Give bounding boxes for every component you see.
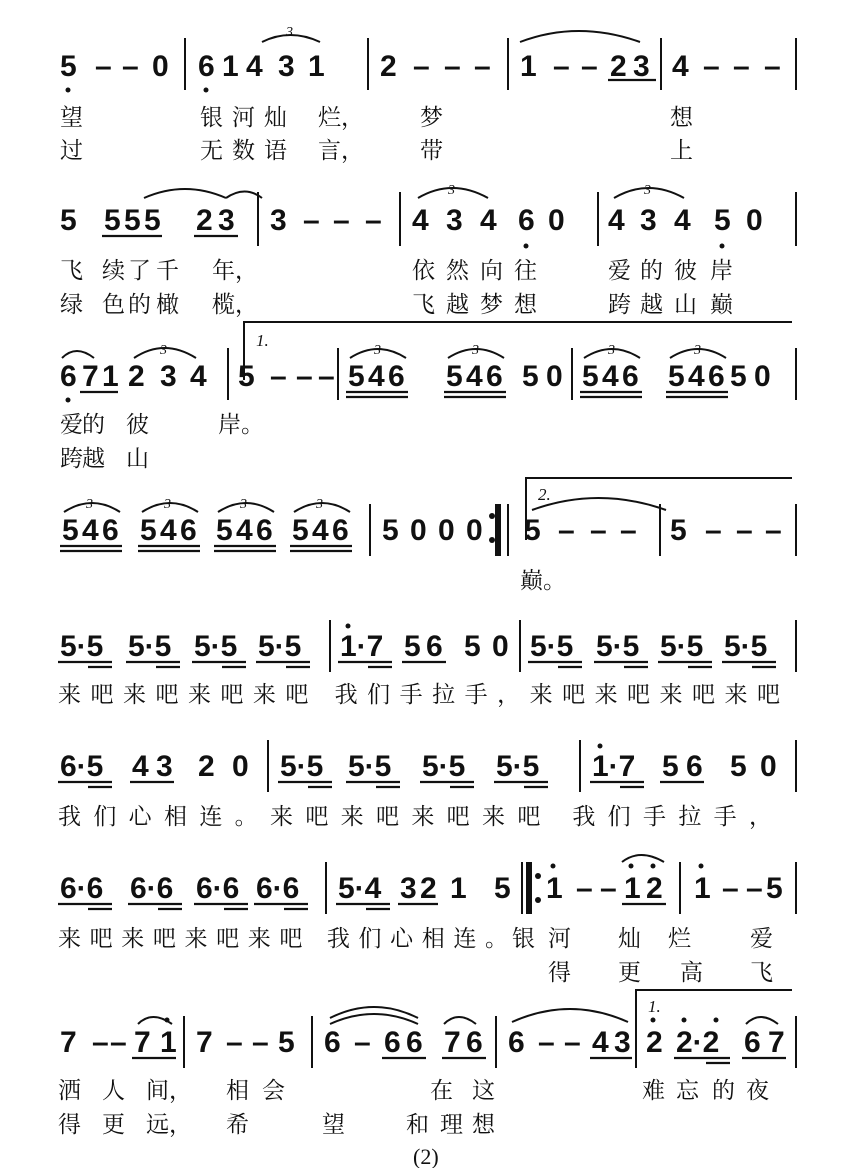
svg-text:数: 数 xyxy=(232,138,255,164)
svg-text:梦: 梦 xyxy=(480,292,503,318)
svg-text:我们心相连。来吧来吧来吧来吧 我们手拉手，: 我们心相连。来吧来吧来吧来吧 我们手拉手， xyxy=(58,804,773,830)
svg-text:1: 1 xyxy=(102,360,119,393)
svg-text:5: 5 xyxy=(404,630,421,663)
svg-text:绿: 绿 xyxy=(60,292,83,318)
svg-text:–: – xyxy=(600,872,617,905)
svg-text:3: 3 xyxy=(218,204,235,237)
svg-text:5: 5 xyxy=(766,872,783,905)
svg-text:得: 得 xyxy=(548,960,571,986)
svg-text:1: 1 xyxy=(222,50,239,83)
svg-text:–: – xyxy=(92,1026,109,1059)
svg-text:5: 5 xyxy=(522,360,539,393)
svg-text:5·5: 5·5 xyxy=(496,750,540,783)
svg-text:5: 5 xyxy=(62,514,79,547)
svg-text:3: 3 xyxy=(374,343,381,358)
svg-text:0: 0 xyxy=(438,514,455,547)
svg-text:5: 5 xyxy=(348,360,365,393)
svg-text:5: 5 xyxy=(582,360,599,393)
svg-text:–: – xyxy=(333,204,350,237)
svg-text:6: 6 xyxy=(324,1026,341,1059)
svg-text:6: 6 xyxy=(198,50,215,83)
svg-text:6: 6 xyxy=(384,1026,401,1059)
svg-text:难: 难 xyxy=(642,1078,665,1104)
svg-text:3: 3 xyxy=(270,204,287,237)
svg-text:4: 4 xyxy=(480,204,497,237)
svg-text:想: 想 xyxy=(472,1112,495,1138)
svg-text:更: 更 xyxy=(618,960,641,986)
svg-text:3: 3 xyxy=(160,343,167,358)
svg-text:3: 3 xyxy=(156,750,173,783)
svg-text:忘: 忘 xyxy=(676,1078,699,1104)
svg-text:6: 6 xyxy=(388,360,405,393)
svg-text:跨: 跨 xyxy=(60,446,83,472)
svg-text:上: 上 xyxy=(670,138,693,164)
svg-text:6: 6 xyxy=(744,1026,761,1059)
svg-text:5: 5 xyxy=(382,514,399,547)
svg-text:–: – xyxy=(474,50,491,83)
svg-text:5·5: 5·5 xyxy=(280,750,324,783)
svg-text:–: – xyxy=(270,360,287,393)
svg-text:0: 0 xyxy=(410,514,427,547)
svg-text:5·5: 5·5 xyxy=(724,630,768,663)
svg-text:–: – xyxy=(110,1026,127,1059)
svg-text:过: 过 xyxy=(60,138,83,164)
svg-text:5: 5 xyxy=(60,50,77,83)
svg-text:河: 河 xyxy=(548,926,571,952)
svg-text:0: 0 xyxy=(232,750,249,783)
svg-text:–: – xyxy=(365,204,382,237)
svg-text:2: 2 xyxy=(610,50,627,83)
system-6 xyxy=(58,740,796,830)
svg-text:5: 5 xyxy=(662,750,679,783)
svg-text:2·2: 2·2 xyxy=(676,1026,720,1059)
svg-text:5: 5 xyxy=(104,204,121,237)
svg-text:1: 1 xyxy=(308,50,325,83)
svg-text:岸: 岸 xyxy=(710,258,733,284)
svg-text:千: 千 xyxy=(156,258,179,284)
svg-text:1·7: 1·7 xyxy=(592,750,636,783)
svg-text:3: 3 xyxy=(286,25,293,40)
svg-text:飞: 飞 xyxy=(412,292,435,318)
svg-text:烂: 烂 xyxy=(668,926,691,952)
svg-text:望: 望 xyxy=(60,105,83,131)
svg-text:6: 6 xyxy=(406,1026,423,1059)
svg-text:–: – xyxy=(296,360,313,393)
svg-text:灿: 灿 xyxy=(618,926,641,952)
svg-text:4: 4 xyxy=(688,360,705,393)
svg-text:依: 依 xyxy=(412,258,435,284)
svg-text:5·5: 5·5 xyxy=(348,750,392,783)
svg-text:5: 5 xyxy=(730,360,747,393)
svg-text:想: 想 xyxy=(670,105,693,131)
svg-text:带: 带 xyxy=(420,138,443,164)
svg-text:5: 5 xyxy=(278,1026,295,1059)
svg-text:–: – xyxy=(581,50,598,83)
svg-text:了: 了 xyxy=(128,258,151,284)
svg-text:–: – xyxy=(705,514,722,547)
svg-text:5·5: 5·5 xyxy=(194,630,238,663)
svg-text:3: 3 xyxy=(448,183,455,198)
svg-text:–: – xyxy=(226,1026,243,1059)
svg-text:–: – xyxy=(122,50,139,83)
svg-text:更: 更 xyxy=(102,1112,125,1138)
svg-text:榄，: 榄， xyxy=(212,292,258,318)
svg-text:飞: 飞 xyxy=(60,258,83,284)
svg-text:无: 无 xyxy=(200,138,223,164)
system-4 xyxy=(60,478,796,594)
svg-text:6: 6 xyxy=(518,204,535,237)
svg-text:5: 5 xyxy=(216,514,233,547)
svg-text:山: 山 xyxy=(126,446,149,472)
svg-text:5·5: 5·5 xyxy=(422,750,466,783)
svg-text:0: 0 xyxy=(548,204,565,237)
svg-text:1: 1 xyxy=(694,872,711,905)
svg-text:的: 的 xyxy=(82,412,105,438)
svg-text:洒: 洒 xyxy=(58,1078,81,1104)
svg-text:–: – xyxy=(95,50,112,83)
svg-text:5: 5 xyxy=(464,630,481,663)
svg-text:1: 1 xyxy=(624,872,641,905)
svg-text:–: – xyxy=(765,514,782,547)
svg-text:3: 3 xyxy=(86,497,93,512)
svg-text:5: 5 xyxy=(494,872,511,905)
svg-text:6: 6 xyxy=(426,630,443,663)
svg-text:3: 3 xyxy=(694,343,701,358)
svg-text:然: 然 xyxy=(446,258,469,284)
svg-text:6: 6 xyxy=(60,360,77,393)
svg-text:7: 7 xyxy=(768,1026,785,1059)
svg-text:6: 6 xyxy=(102,514,119,547)
svg-text:–: – xyxy=(733,50,750,83)
svg-text:2: 2 xyxy=(380,50,397,83)
svg-text:0: 0 xyxy=(152,50,169,83)
svg-text:–: – xyxy=(413,50,430,83)
svg-text:–: – xyxy=(318,360,335,393)
svg-text:6: 6 xyxy=(332,514,349,547)
svg-text:3: 3 xyxy=(400,872,417,905)
volta-1-label: 1. xyxy=(256,331,269,350)
svg-text:相: 相 xyxy=(226,1078,249,1104)
svg-text:6: 6 xyxy=(708,360,725,393)
svg-text:巅。: 巅。 xyxy=(520,568,566,594)
svg-text:3: 3 xyxy=(240,497,247,512)
svg-text:5: 5 xyxy=(144,204,161,237)
svg-text:彼: 彼 xyxy=(126,412,149,438)
svg-text:–: – xyxy=(722,872,739,905)
volta-2-label: 2. xyxy=(538,485,551,504)
svg-text:远，: 远， xyxy=(146,1112,192,1138)
svg-text:越: 越 xyxy=(82,446,105,472)
svg-text:得: 得 xyxy=(58,1112,81,1138)
svg-text:–: – xyxy=(736,514,753,547)
svg-text:2: 2 xyxy=(196,204,213,237)
svg-text:间，: 间， xyxy=(146,1078,192,1104)
svg-text:5·5: 5·5 xyxy=(258,630,302,663)
svg-text:爱: 爱 xyxy=(750,926,773,952)
svg-text:2: 2 xyxy=(198,750,215,783)
svg-text:银: 银 xyxy=(512,926,535,952)
svg-text:5: 5 xyxy=(524,514,541,547)
svg-text:1: 1 xyxy=(450,872,467,905)
svg-text:4: 4 xyxy=(132,750,149,783)
svg-text:0: 0 xyxy=(760,750,777,783)
svg-text:6·6: 6·6 xyxy=(130,872,174,905)
page-number: (2) xyxy=(413,1144,439,1168)
svg-text:飞: 飞 xyxy=(750,960,773,986)
svg-text:5·5: 5·5 xyxy=(596,630,640,663)
svg-text:5: 5 xyxy=(446,360,463,393)
svg-text:3: 3 xyxy=(446,204,463,237)
svg-text:越: 越 xyxy=(446,292,469,318)
svg-text:7: 7 xyxy=(444,1026,461,1059)
svg-text:5: 5 xyxy=(730,750,747,783)
svg-text:3: 3 xyxy=(160,360,177,393)
svg-text:3: 3 xyxy=(472,343,479,358)
svg-text:2: 2 xyxy=(128,360,145,393)
svg-text:3: 3 xyxy=(644,183,651,198)
svg-text:7: 7 xyxy=(60,1026,77,1059)
svg-text:6·6: 6·6 xyxy=(196,872,240,905)
svg-text:在: 在 xyxy=(430,1078,453,1104)
svg-text:橄: 橄 xyxy=(156,292,179,318)
svg-text:4: 4 xyxy=(236,514,253,547)
svg-text:7: 7 xyxy=(82,360,99,393)
svg-text:5·5: 5·5 xyxy=(660,630,704,663)
svg-text:4: 4 xyxy=(82,514,99,547)
svg-text:6: 6 xyxy=(686,750,703,783)
svg-text:4: 4 xyxy=(160,514,177,547)
svg-text:0: 0 xyxy=(492,630,509,663)
svg-text:5: 5 xyxy=(238,360,255,393)
svg-text:6: 6 xyxy=(508,1026,525,1059)
svg-text:6·6: 6·6 xyxy=(256,872,300,905)
svg-text:4: 4 xyxy=(602,360,619,393)
svg-text:灿: 灿 xyxy=(264,105,287,131)
svg-text:越: 越 xyxy=(640,292,663,318)
svg-text:0: 0 xyxy=(546,360,563,393)
svg-text:–: – xyxy=(538,1026,555,1059)
svg-text:–: – xyxy=(558,514,575,547)
svg-text:想: 想 xyxy=(514,292,537,318)
svg-text:4: 4 xyxy=(672,50,689,83)
svg-text:6: 6 xyxy=(466,1026,483,1059)
svg-text:梦: 梦 xyxy=(420,105,443,131)
svg-text:高: 高 xyxy=(680,960,703,986)
svg-text:爱: 爱 xyxy=(60,412,83,438)
svg-text:7: 7 xyxy=(134,1026,151,1059)
svg-text:望: 望 xyxy=(322,1112,345,1138)
system-1 xyxy=(60,25,796,164)
svg-text:4: 4 xyxy=(592,1026,609,1059)
svg-text:6·6: 6·6 xyxy=(60,872,104,905)
svg-text:5: 5 xyxy=(60,204,77,237)
svg-text:山: 山 xyxy=(674,292,697,318)
svg-text:河: 河 xyxy=(232,105,255,131)
svg-text:5: 5 xyxy=(670,514,687,547)
svg-text:3: 3 xyxy=(316,497,323,512)
svg-text:5·5: 5·5 xyxy=(128,630,172,663)
system-2 xyxy=(60,183,796,318)
svg-text:4: 4 xyxy=(412,204,429,237)
svg-text:–: – xyxy=(764,50,781,83)
svg-text:6: 6 xyxy=(180,514,197,547)
svg-text:–: – xyxy=(354,1026,371,1059)
svg-text:会: 会 xyxy=(262,1078,285,1104)
svg-text:言，: 言， xyxy=(318,138,364,164)
svg-text:–: – xyxy=(553,50,570,83)
svg-text:3: 3 xyxy=(640,204,657,237)
svg-text:6: 6 xyxy=(622,360,639,393)
svg-text:希: 希 xyxy=(226,1112,249,1138)
svg-text:4: 4 xyxy=(190,360,207,393)
svg-text:4: 4 xyxy=(368,360,385,393)
svg-text:5·4: 5·4 xyxy=(338,872,382,905)
svg-text:1: 1 xyxy=(546,872,563,905)
svg-text:5: 5 xyxy=(292,514,309,547)
svg-text:–: – xyxy=(564,1026,581,1059)
svg-text:2: 2 xyxy=(420,872,437,905)
svg-text:5: 5 xyxy=(140,514,157,547)
svg-text:和: 和 xyxy=(406,1112,429,1138)
svg-text:的: 的 xyxy=(640,258,663,284)
system-8 xyxy=(58,990,796,1138)
svg-text:3: 3 xyxy=(164,497,171,512)
svg-text:3: 3 xyxy=(608,343,615,358)
svg-text:来吧来吧来吧来吧 我们心相连。: 来吧来吧来吧来吧 我们心相连。 xyxy=(58,926,508,952)
svg-text:0: 0 xyxy=(746,204,763,237)
svg-text:理: 理 xyxy=(440,1112,463,1138)
svg-text:4: 4 xyxy=(466,360,483,393)
svg-text:5·5: 5·5 xyxy=(530,630,574,663)
svg-text:–: – xyxy=(303,204,320,237)
svg-text:的: 的 xyxy=(128,292,151,318)
svg-text:岸。: 岸。 xyxy=(218,412,264,438)
system-7 xyxy=(58,855,796,986)
svg-text:–: – xyxy=(576,872,593,905)
system-5 xyxy=(58,620,796,708)
svg-text:的: 的 xyxy=(712,1078,735,1104)
svg-text:续: 续 xyxy=(102,258,125,284)
svg-text:3: 3 xyxy=(633,50,650,83)
svg-text:–: – xyxy=(590,514,607,547)
svg-text:往: 往 xyxy=(514,258,537,284)
svg-text:5: 5 xyxy=(668,360,685,393)
svg-text:6·5: 6·5 xyxy=(60,750,104,783)
svg-text:1: 1 xyxy=(520,50,537,83)
svg-text:3: 3 xyxy=(278,50,295,83)
svg-text:1: 1 xyxy=(160,1026,177,1059)
svg-text:3: 3 xyxy=(614,1026,631,1059)
svg-text:–: – xyxy=(703,50,720,83)
svg-text:4: 4 xyxy=(246,50,263,83)
svg-text:4: 4 xyxy=(312,514,329,547)
svg-text:6: 6 xyxy=(256,514,273,547)
svg-text:2: 2 xyxy=(646,872,663,905)
svg-text:5: 5 xyxy=(124,204,141,237)
svg-text:0: 0 xyxy=(466,514,483,547)
svg-text:这: 这 xyxy=(472,1078,495,1104)
system-3 xyxy=(60,322,796,472)
svg-text:巅: 巅 xyxy=(710,292,733,318)
volta-1b-label: 1. xyxy=(648,997,661,1016)
svg-text:爱: 爱 xyxy=(608,258,631,284)
svg-text:夜: 夜 xyxy=(746,1078,769,1104)
svg-text:1·7: 1·7 xyxy=(340,630,384,663)
svg-text:语: 语 xyxy=(264,138,287,164)
svg-text:2: 2 xyxy=(646,1026,663,1059)
svg-text:–: – xyxy=(444,50,461,83)
svg-text:年，: 年， xyxy=(212,258,258,284)
svg-text:5·5: 5·5 xyxy=(60,630,104,663)
svg-text:彼: 彼 xyxy=(674,258,697,284)
svg-text:–: – xyxy=(620,514,637,547)
svg-text:来吧来吧来吧来吧 我们手拉手，来吧来吧来吧来吧: 来吧来吧来吧来吧 我们手拉手，来吧来吧来吧来吧 xyxy=(58,682,780,708)
svg-text:人: 人 xyxy=(102,1078,125,1104)
svg-text:向: 向 xyxy=(480,258,503,284)
svg-text:4: 4 xyxy=(674,204,691,237)
svg-text:4: 4 xyxy=(608,204,625,237)
svg-text:0: 0 xyxy=(754,360,771,393)
svg-text:跨: 跨 xyxy=(608,292,631,318)
svg-text:7: 7 xyxy=(196,1026,213,1059)
svg-text:烂，: 烂， xyxy=(318,105,364,131)
svg-text:6: 6 xyxy=(486,360,503,393)
svg-text:银: 银 xyxy=(200,105,223,131)
svg-text:–: – xyxy=(746,872,763,905)
svg-text:5: 5 xyxy=(714,204,731,237)
svg-text:色: 色 xyxy=(102,292,125,318)
svg-text:–: – xyxy=(252,1026,269,1059)
